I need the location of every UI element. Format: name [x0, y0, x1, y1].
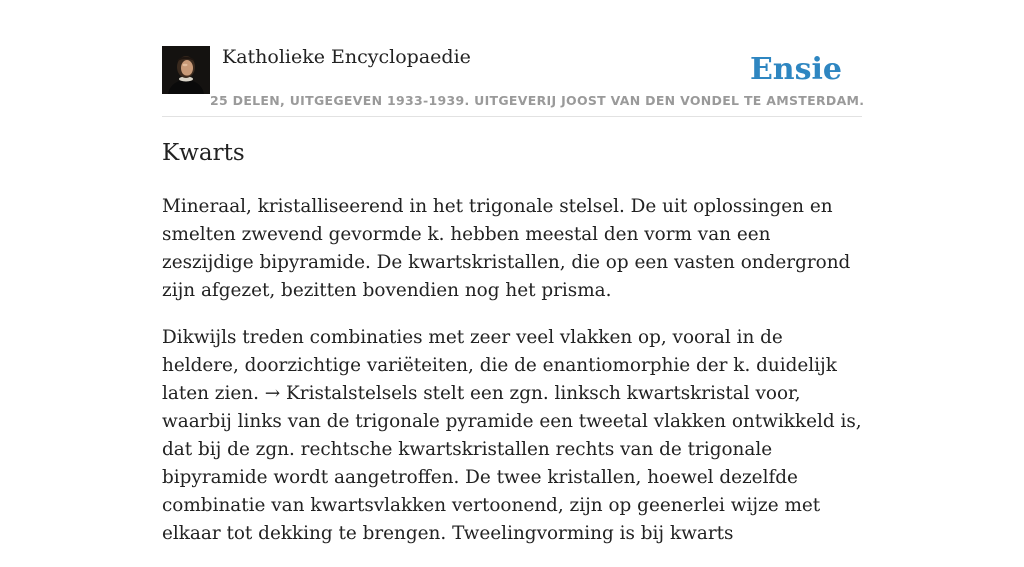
ensie-logo-link[interactable]: Ensie [749, 52, 842, 87]
article-title: Kwarts [162, 140, 245, 166]
source-title[interactable]: Katholieke Encyclopaedie [222, 46, 471, 68]
article-paragraph: Dikwijls treden combinaties met zeer veel vlakken op, vooral in de heldere, doorzichtige variëteiten, die de enantiomorphie der k. duidelijk laten zien. → Kristalstelsels stelt een zgn. linksch kwartskristal voor, waarbij links van de trigonale pyramide een tweetal vlakken ontwikkeld is, dat bij de zgn. rechtsche kwartskristallen rechts van de trigonale bipyramide wordt aangetroffen. De twee kristallen, hoewel dezelfde combinatie van kwartsvlakken vertoonend, zijn op geenerlei wijze met elkaar tot dekking te brengen. Tweelingvorming is bij kwarts [162, 327, 862, 544]
article-paragraph: Mineraal, kristalliseerend in het trigonale stelsel. De uit oplossingen en smelten zwevend gevormde k. hebben meestal den vorm van een zeszijdige bipyramide. De kwartskristallen, die op een vasten ondergrond zijn afgezet, bezitten bovendien nog het prisma. [162, 196, 851, 301]
avatar[interactable] [162, 46, 210, 94]
source-subtitle: 25 DELEN, UITGEGEVEN 1933-1939. UITGEVERIJ JOOST VAN DEN VONDEL TE AMSTERDAM. [210, 93, 865, 108]
portrait-icon [162, 46, 210, 94]
article-body [162, 193, 862, 567]
source-header [162, 46, 865, 117]
